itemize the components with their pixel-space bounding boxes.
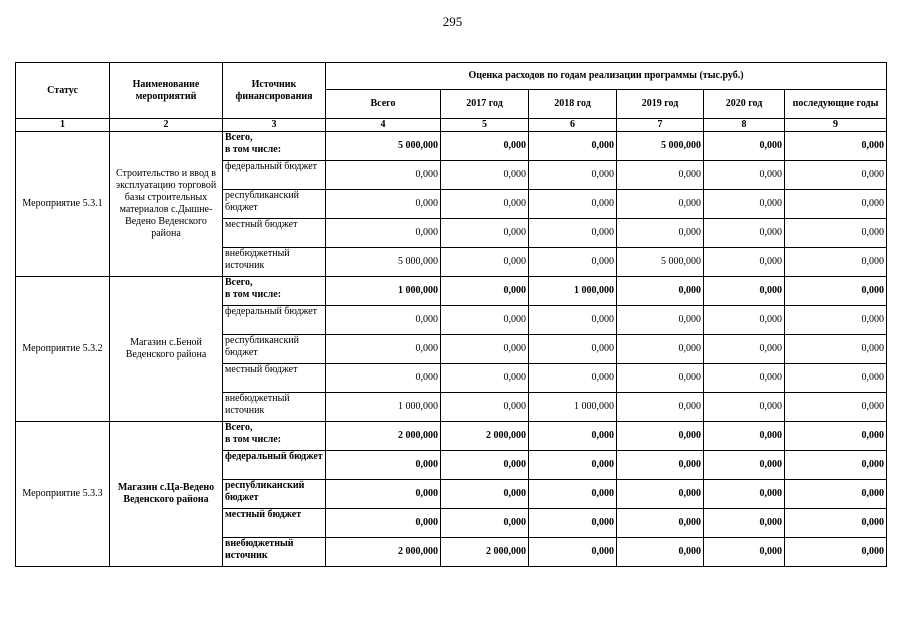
table-row <box>16 132 887 161</box>
amount-cell: 0,000 <box>785 538 887 567</box>
amount-cell: 0,000 <box>326 364 441 393</box>
funding-source-cell: внебюджетный источник <box>223 538 326 567</box>
amount-cell: 0,000 <box>704 335 785 364</box>
amount-cell: 0,000 <box>529 480 617 509</box>
header-year: последующие годы <box>785 90 887 119</box>
amount-cell: 0,000 <box>529 190 617 219</box>
table-row <box>16 422 887 451</box>
amount-cell: 0,000 <box>617 219 704 248</box>
amount-cell: 0,000 <box>785 393 887 422</box>
status-cell: Мероприятие 5.3.2 <box>16 277 110 422</box>
amount-cell: 0,000 <box>704 306 785 335</box>
status-cell: Мероприятие 5.3.3 <box>16 422 110 567</box>
amount-cell: 5 000,000 <box>326 248 441 277</box>
amount-cell: 0,000 <box>704 219 785 248</box>
table-row <box>16 277 887 306</box>
funding-source-cell: внебюджетный источник <box>223 248 326 277</box>
amount-cell: 0,000 <box>326 161 441 190</box>
amount-cell: 0,000 <box>617 335 704 364</box>
amount-cell: 0,000 <box>529 364 617 393</box>
column-index: 1 <box>16 119 110 132</box>
amount-cell: 0,000 <box>441 509 529 538</box>
header-year: 2018 год <box>529 90 617 119</box>
funding-source-cell: Всего, в том числе: <box>223 277 326 306</box>
activity-name-cell: Магазин с.Беной Веденского района <box>110 277 223 422</box>
amount-cell: 0,000 <box>326 219 441 248</box>
funding-source-cell: Всего, в том числе: <box>223 132 326 161</box>
table-body <box>16 132 887 567</box>
column-index: 8 <box>704 119 785 132</box>
amount-cell: 1 000,000 <box>529 277 617 306</box>
amount-cell: 0,000 <box>441 219 529 248</box>
column-index: 7 <box>617 119 704 132</box>
header-estimate: Оценка расходов по годам реализации программы (тыс.руб.) <box>326 63 887 90</box>
amount-cell: 0,000 <box>617 364 704 393</box>
header-name: Наименование мероприятий <box>110 63 223 119</box>
amount-cell: 0,000 <box>785 451 887 480</box>
amount-cell: 0,000 <box>441 161 529 190</box>
amount-cell: 0,000 <box>441 248 529 277</box>
amount-cell: 0,000 <box>704 190 785 219</box>
header-year: 2020 год <box>704 90 785 119</box>
amount-cell: 0,000 <box>704 393 785 422</box>
amount-cell: 0,000 <box>785 161 887 190</box>
amount-cell: 0,000 <box>617 393 704 422</box>
amount-cell: 1 000,000 <box>529 393 617 422</box>
amount-cell: 0,000 <box>441 364 529 393</box>
amount-cell: 0,000 <box>785 480 887 509</box>
amount-cell: 0,000 <box>617 161 704 190</box>
activity-name-cell: Строительство и ввод в эксплуатацию торговой базы строительных материалов с.Дышне-Ведено Веденского района <box>110 132 223 277</box>
funding-source-cell: Всего, в том числе: <box>223 422 326 451</box>
amount-cell: 0,000 <box>617 422 704 451</box>
amount-cell: 0,000 <box>785 335 887 364</box>
amount-cell: 0,000 <box>326 451 441 480</box>
amount-cell: 0,000 <box>441 132 529 161</box>
funding-source-cell: республиканский бюджет <box>223 480 326 509</box>
amount-cell: 0,000 <box>529 161 617 190</box>
amount-cell: 0,000 <box>704 538 785 567</box>
amount-cell: 0,000 <box>704 509 785 538</box>
amount-cell: 0,000 <box>529 422 617 451</box>
amount-cell: 0,000 <box>785 277 887 306</box>
amount-cell: 0,000 <box>441 335 529 364</box>
amount-cell: 0,000 <box>704 480 785 509</box>
amount-cell: 0,000 <box>785 132 887 161</box>
amount-cell: 0,000 <box>441 190 529 219</box>
amount-cell: 0,000 <box>785 306 887 335</box>
funding-source-cell: федеральный бюджет <box>223 161 326 190</box>
amount-cell: 5 000,000 <box>326 132 441 161</box>
amount-cell: 0,000 <box>785 509 887 538</box>
amount-cell: 0,000 <box>785 190 887 219</box>
amount-cell: 0,000 <box>529 219 617 248</box>
funding-source-cell: внебюджетный источник <box>223 393 326 422</box>
amount-cell: 0,000 <box>529 335 617 364</box>
amount-cell: 0,000 <box>704 277 785 306</box>
column-index: 4 <box>326 119 441 132</box>
amount-cell: 5 000,000 <box>617 248 704 277</box>
column-index: 3 <box>223 119 326 132</box>
amount-cell: 0,000 <box>785 364 887 393</box>
amount-cell: 0,000 <box>326 509 441 538</box>
header-year: 2019 год <box>617 90 704 119</box>
amount-cell: 2 000,000 <box>326 422 441 451</box>
amount-cell: 0,000 <box>441 451 529 480</box>
amount-cell: 0,000 <box>529 538 617 567</box>
amount-cell: 0,000 <box>529 248 617 277</box>
column-index: 2 <box>110 119 223 132</box>
amount-cell: 0,000 <box>704 161 785 190</box>
amount-cell: 0,000 <box>617 480 704 509</box>
amount-cell: 0,000 <box>441 480 529 509</box>
amount-cell: 0,000 <box>785 219 887 248</box>
amount-cell: 0,000 <box>617 306 704 335</box>
amount-cell: 0,000 <box>441 277 529 306</box>
amount-cell: 0,000 <box>441 306 529 335</box>
amount-cell: 0,000 <box>326 190 441 219</box>
amount-cell: 0,000 <box>529 306 617 335</box>
status-cell: Мероприятие 5.3.1 <box>16 132 110 277</box>
page-number: 295 <box>442 14 463 29</box>
header-year: Всего <box>326 90 441 119</box>
funding-source-cell: республиканский бюджет <box>223 190 326 219</box>
column-index: 6 <box>529 119 617 132</box>
amount-cell: 0,000 <box>785 248 887 277</box>
funding-source-cell: местный бюджет <box>223 509 326 538</box>
amount-cell: 0,000 <box>529 132 617 161</box>
funding-source-cell: местный бюджет <box>223 364 326 393</box>
amount-cell: 2 000,000 <box>441 422 529 451</box>
amount-cell: 0,000 <box>704 364 785 393</box>
amount-cell: 0,000 <box>617 190 704 219</box>
amount-cell: 0,000 <box>704 248 785 277</box>
amount-cell: 0,000 <box>529 509 617 538</box>
header-status: Статус <box>16 63 110 119</box>
funding-source-cell: федеральный бюджет <box>223 451 326 480</box>
amount-cell: 0,000 <box>704 422 785 451</box>
amount-cell: 0,000 <box>529 451 617 480</box>
column-index: 5 <box>441 119 529 132</box>
header-source: Источник финансирования <box>223 63 326 119</box>
amount-cell: 0,000 <box>326 306 441 335</box>
amount-cell: 5 000,000 <box>617 132 704 161</box>
amount-cell: 0,000 <box>326 480 441 509</box>
header-year: 2017 год <box>441 90 529 119</box>
amount-cell: 2 000,000 <box>441 538 529 567</box>
amount-cell: 0,000 <box>704 132 785 161</box>
amount-cell: 1 000,000 <box>326 393 441 422</box>
budget-table <box>15 62 887 567</box>
amount-cell: 0,000 <box>617 277 704 306</box>
funding-source-cell: федеральный бюджет <box>223 306 326 335</box>
amount-cell: 0,000 <box>441 393 529 422</box>
amount-cell: 1 000,000 <box>326 277 441 306</box>
column-index: 9 <box>785 119 887 132</box>
amount-cell: 0,000 <box>326 335 441 364</box>
amount-cell: 0,000 <box>617 509 704 538</box>
funding-source-cell: республиканский бюджет <box>223 335 326 364</box>
amount-cell: 0,000 <box>785 422 887 451</box>
funding-source-cell: местный бюджет <box>223 219 326 248</box>
amount-cell: 0,000 <box>704 451 785 480</box>
amount-cell: 0,000 <box>617 538 704 567</box>
amount-cell: 2 000,000 <box>326 538 441 567</box>
amount-cell: 0,000 <box>617 451 704 480</box>
activity-name-cell: Магазин с.Ца-Ведено Веденского района <box>110 422 223 567</box>
